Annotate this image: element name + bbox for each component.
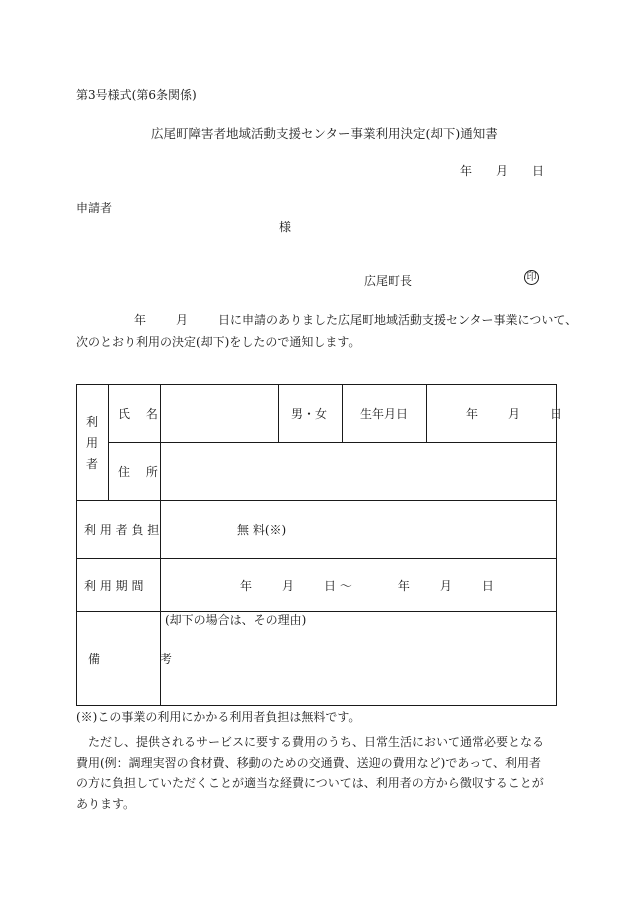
document-date	[460, 165, 544, 177]
period-start-month: 月	[282, 579, 295, 593]
form-number: 第3号様式(第6条関係)	[76, 88, 197, 102]
birth-year: 年	[466, 407, 479, 421]
footnote-line-1: ただし、提供されるサービスに要する費用のうち、日常生活において通常必要となる	[88, 735, 545, 749]
date-year: 年	[460, 164, 473, 178]
date-month: 月	[496, 164, 509, 178]
period-end-day: 日	[481, 579, 494, 593]
issuer-name: 広尾町長	[364, 274, 413, 288]
birthdate-label: 生年月日	[360, 407, 409, 421]
user-char-1: 利	[86, 415, 99, 429]
footnote-paragraph	[76, 732, 566, 814]
burden-value: 無 料(※)	[237, 523, 287, 537]
date-day: 日	[532, 164, 545, 178]
body-year: 年	[134, 313, 147, 327]
applicant-honorific: 様	[279, 220, 292, 234]
address-label: 住 所	[118, 465, 164, 479]
birth-month: 月	[508, 407, 521, 421]
gender-option: 男・女	[291, 407, 328, 421]
user-group-label	[86, 412, 98, 475]
footnote-line-4: あります。	[76, 796, 136, 811]
remarks-label: 備 考	[88, 652, 200, 666]
footnote-line-2: 費用(例：調理実習の食材費、移動のための交通費、送迎の費用など)であって、利用者	[76, 755, 542, 770]
applicant-label: 申請者	[76, 201, 113, 215]
birth-day: 日	[550, 407, 563, 421]
body-text	[76, 309, 578, 353]
period-end-month: 月	[439, 579, 452, 593]
remarks-hint: (却下の場合は、その理由)	[165, 613, 307, 627]
body-day-text: 日に申請のありました広尾町地域活動支援センター事業について、	[218, 313, 578, 327]
period-start-year: 年	[240, 579, 253, 593]
name-label: 氏 名	[118, 407, 164, 421]
user-char-2: 用	[86, 436, 99, 450]
seal-icon: 印	[524, 270, 539, 285]
birthdate-field	[466, 408, 562, 420]
period-field	[240, 580, 494, 592]
document-title: 広尾町障害者地域活動支援センター事業利用決定(却下)通知書	[151, 126, 498, 141]
body-line2: 次のとおり利用の決定(却下)をしたので通知します。	[76, 335, 361, 349]
period-label: 利 用 期 間	[84, 579, 144, 593]
period-end-year: 年	[397, 579, 410, 593]
burden-label: 利 用 者 負 担	[84, 523, 160, 537]
footnote-line-3: の方に負担していただくことが適当な経費については、利用者の方から徴収することが	[76, 776, 544, 790]
period-start-day: 日 ～	[324, 579, 352, 593]
user-char-3: 者	[86, 457, 99, 471]
body-month: 月	[176, 313, 189, 327]
footnote-note: (※)この事業の利用にかかる利用者負担は無料です。	[76, 710, 361, 724]
